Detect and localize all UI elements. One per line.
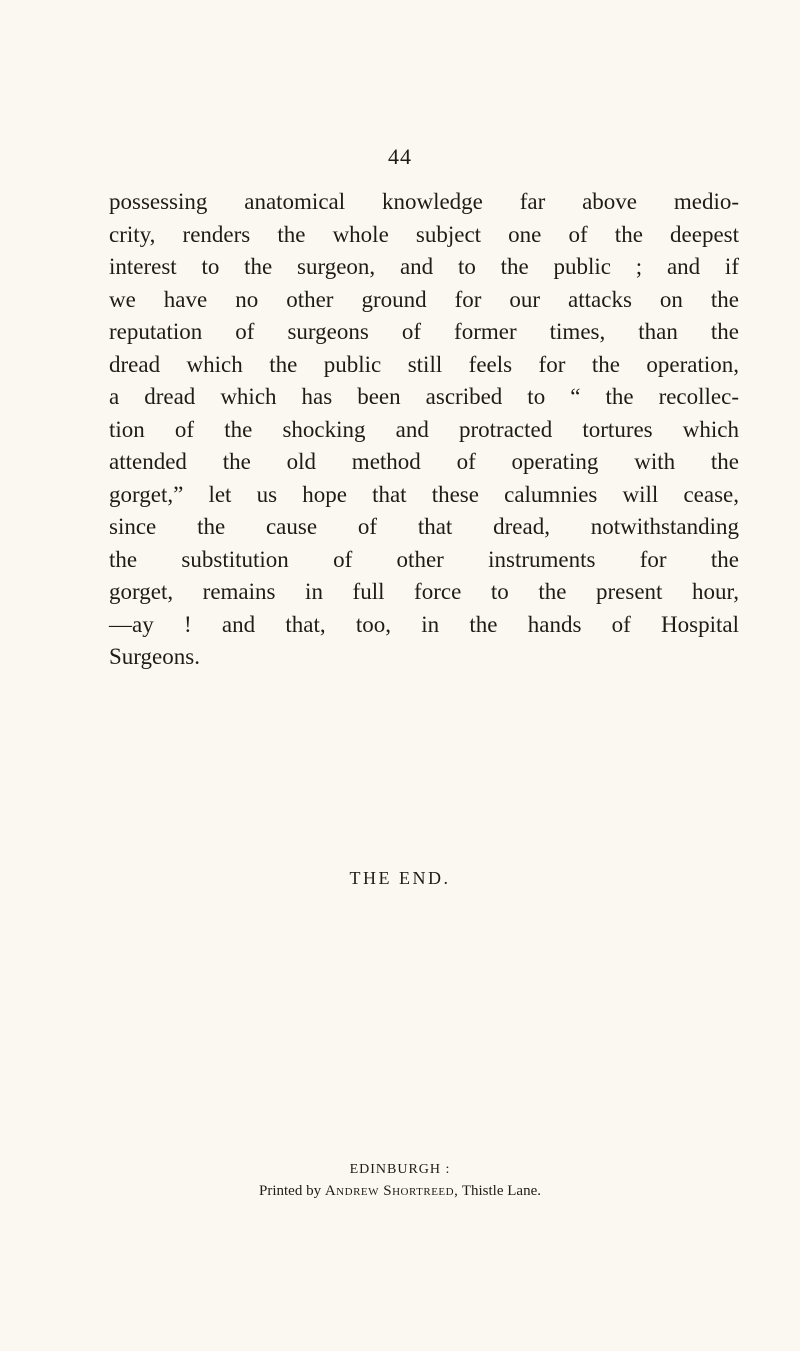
body-line: —ay ! and that, too, in the hands of Hospital xyxy=(109,611,739,637)
body-line: a dread which has been ascribed to “ the recollec- xyxy=(109,384,739,409)
body-line: attended the old method of operating with the xyxy=(109,449,739,474)
imprint-place: EDINBURGH : xyxy=(349,1162,451,1177)
body-line: dread which the public still feels for the operation, xyxy=(109,351,739,377)
body-line: we have no other ground for our attacks on the xyxy=(109,286,739,312)
body-line: gorget,” let us hope that these calumnies will cease, xyxy=(109,481,739,507)
the-end-heading: THE END. xyxy=(349,868,451,888)
body-line: since the cause of that dread, notwithstanding xyxy=(109,514,739,539)
imprint-printer xyxy=(0,1183,800,1200)
body-line: gorget, remains in full force to the present hour, xyxy=(109,579,739,604)
imprint-printer-name: Andrew Shortreed, xyxy=(324,1183,459,1199)
imprint-location: Thistle Lane. xyxy=(461,1183,541,1199)
body-line: crity, renders the whole subject one of the deepest xyxy=(109,221,739,247)
body-line: interest to the surgeon, and to the public ; and if xyxy=(109,254,739,279)
body-line: reputation of surgeons of former times, than the xyxy=(109,319,739,344)
body-line: the substitution of other instruments for the xyxy=(109,546,739,572)
imprint-printed-by: Printed by xyxy=(259,1183,322,1199)
body-line: tion of the shocking and protracted tortures which xyxy=(109,416,739,442)
body-text xyxy=(109,186,739,674)
page-number: 44 xyxy=(388,144,412,169)
body-line: Surgeons. xyxy=(109,644,200,669)
body-line: possessing anatomical knowledge far above medio- xyxy=(109,189,739,214)
